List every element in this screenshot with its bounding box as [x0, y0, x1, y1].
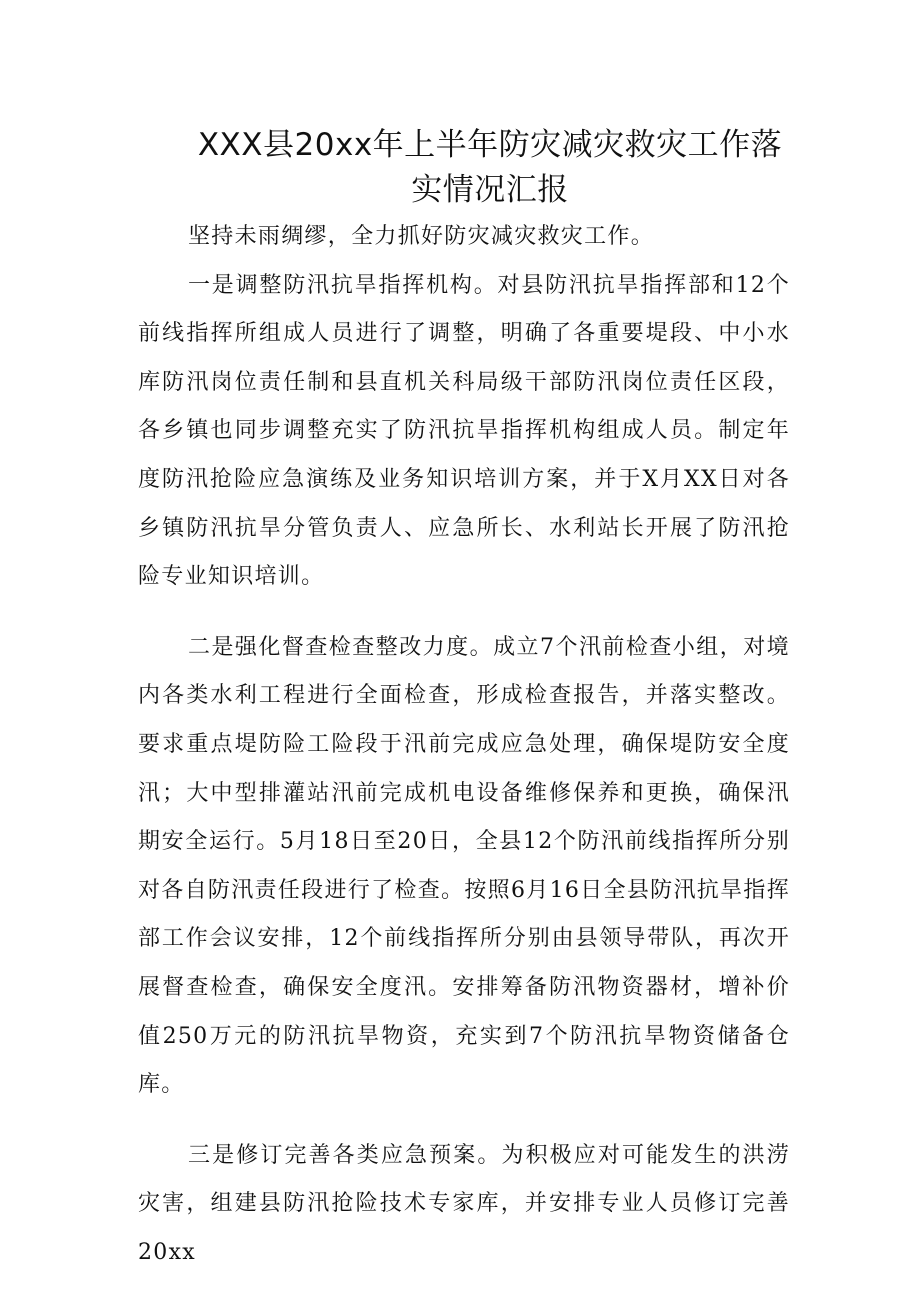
paragraph-one: 一是调整防汛抗旱指挥机构。对县防汛抗旱指挥部和12个前线指挥所组成人员进行了调整，明确了各重要堤段、中小水库防汛岗位责任制和县直机关科局级干部防汛岗位责任区段，各乡镇也同步调整充实了防汛抗旱指挥机构组成人员。制定年度防汛抢险应急演练及业务知识培训方案，并于X月XX日对各乡镇防汛抗旱分管负责人、应急所长、水利站长开展了防汛抢险专业知识培训。: [138, 272, 790, 590]
paragraph-two: 二是强化督查检查整改力度。成立7个汛前检查小组，对境内各类水利工程进行全面检查，形成检查报告，并落实整改。要求重点堤防险工险段于汛前完成应急处理，确保堤防安全度汛；大中型排灌站汛前完成机电设备维修保养和更换，确保汛期安全运行。5月18日至20日，全县12个防汛前线指挥所分别对各自防汛责任段进行了检查。按照6月16日全县防汛抗旱指挥部工作会议安排，12个前线指挥所分别由县领导带队，再次开展督查检查，确保安全度汛。安排筹备防汛物资器材，增补价值250万元的防汛抗旱物资，充实到7个防汛抗旱物资储备仓库。: [138, 634, 790, 1098]
paragraph-three: 三是修订完善各类应急预案。为积极应对可能发生的洪涝灾害，组建县防汛抢险技术专家库，并安排专业人员修订完善20xx: [138, 1142, 790, 1265]
document-title-line-1: XXX县20xx年上半年防灾减灾救灾工作落: [197, 127, 783, 163]
paragraph-intro: 坚持未雨绸缪，全力抓好防灾减灾救灾工作。: [188, 224, 655, 249]
document-title-line-2: 实情况汇报: [411, 172, 569, 208]
document-body: [138, 213, 790, 1277]
paragraph-spacer: [138, 602, 790, 624]
paragraph-spacer: [138, 1110, 790, 1132]
